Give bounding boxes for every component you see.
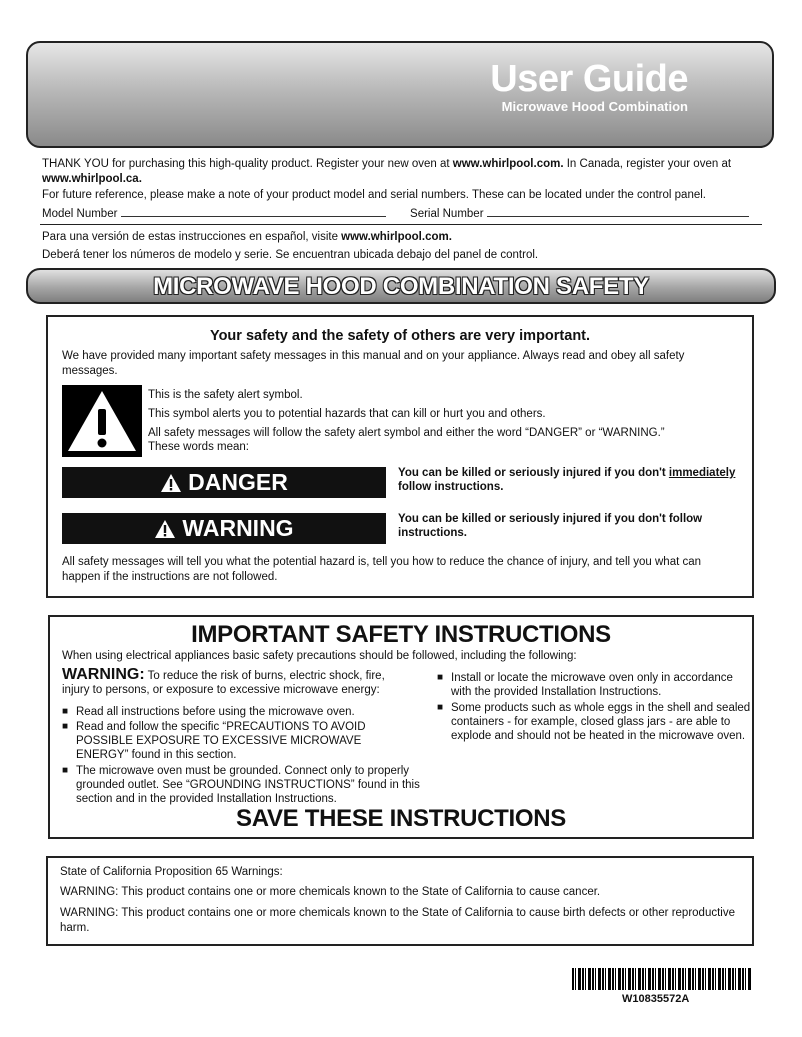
instruction-item-5: ■ Some products such as whole eggs in the shell and sealed containers - for example, closed glass jars - are able to explode and should not be heated in the microwave oven. (437, 701, 751, 743)
reference-text: For future reference, please make a note of your product model and serial numbers. These can be located under the control panel. (42, 189, 706, 201)
prop65-warning-2: WARNING: This product contains one or more chemicals known to the State of California to cause birth defects or other reproductive harm. (60, 907, 735, 934)
section-heading-bar (26, 268, 776, 304)
instructions-title: IMPORTANT SAFETY INSTRUCTIONS (191, 621, 611, 648)
section-heading: MICROWAVE HOOD COMBINATION SAFETY (153, 273, 649, 300)
part-number: W10835572A (622, 993, 690, 1005)
spanish-text: Para una versión de estas instrucciones en español, visite www.whirlpool.com. (42, 231, 452, 243)
whirlpool-ca-link[interactable]: www.whirlpool.ca. (42, 173, 142, 185)
safety-footer-text: All safety messages will tell you what the potential hazard is, tell you how to reduce the chance of injury, and tell you what can happen if the instructions are not followed. (62, 556, 702, 583)
instructions-lead: When using electrical appliances basic safety precautions should be followed, including the following: (62, 650, 577, 662)
danger-text: You can be killed or seriously injured if you don't immediately follow instructions. (398, 467, 736, 493)
alert-line-2: This symbol alerts you to potential hazards that can kill or hurt you and others. (148, 408, 546, 420)
warning-signal-bar (62, 513, 386, 544)
alert-line-1: This is the safety alert symbol. (148, 389, 303, 401)
whirlpool-us-link[interactable]: www.whirlpool.com. (452, 158, 564, 170)
danger-alert-icon (160, 473, 182, 493)
instruction-item-1: ■ Read all instructions before using the microwave oven. (62, 705, 431, 719)
model-number-label: Model Number (42, 208, 118, 220)
save-instructions-heading: SAVE THESE INSTRUCTIONS (235, 805, 567, 832)
instruction-item-4: ■ Install or locate the microwave oven only in accordance with the provided Installation Instructions. (437, 671, 751, 699)
prop65-heading: State of California Proposition 65 Warnings: (60, 866, 283, 878)
serial-number-field[interactable] (487, 206, 749, 217)
danger-signal-bar (62, 467, 386, 498)
warning-alert-icon (154, 519, 176, 539)
model-serial-line (42, 206, 762, 222)
instruction-item-2: ■ Read and follow the specific “PRECAUTIONS TO AVOID POSSIBLE EXPOSURE TO EXCESSIVE MICROWAVE ENERGY” found in this section. (62, 720, 406, 762)
warning-text: You can be killed or seriously injured if you don't follow instructions. (398, 513, 703, 539)
barcode (572, 968, 752, 990)
safety-alert-icon (62, 385, 142, 457)
prop65-warning-1: WARNING: This product contains one or more chemicals known to the State of California to cause cancer. (60, 886, 601, 898)
whirlpool-es-link[interactable]: www.whirlpool.com. (341, 231, 452, 243)
thank-you-text: THANK YOU for purchasing this high-quality product. Register your new oven at www.whirlpool.com. In Canada, register your oven at www.whirlpool.ca. (42, 158, 732, 185)
alert-line-4: These words mean: (148, 441, 249, 453)
document-title: User Guide (490, 58, 688, 100)
serial-number-label: Serial Number (410, 208, 484, 220)
warning-word: WARNING: (62, 666, 145, 683)
safety-intro: We have provided many important safety messages in this manual and on your appliance. Always read and obey all safety messages. (62, 350, 685, 377)
model-number-field[interactable] (121, 206, 386, 217)
instructions-warning: WARNING: To reduce the risk of burns, electric shock, fire, injury to persons, or exposure to excessive microwave energy: (62, 666, 385, 696)
warning-label: WARNING (182, 515, 294, 541)
instruction-item-3: ■ The microwave oven must be grounded. Connect only to properly grounded outlet. See “GROUNDING INSTRUCTIONS” found in this section and in the provided Installation Instructions. (62, 764, 431, 806)
document-subtitle: Microwave Hood Combination (501, 99, 688, 114)
safety-heading: Your safety and the safety of others are very important. (209, 328, 591, 344)
divider (40, 224, 762, 225)
alert-line-3: All safety messages will follow the safety alert symbol and either the word “DANGER” or “WARNING.” (148, 427, 665, 439)
danger-label: DANGER (188, 469, 288, 495)
spanish-note: Deberá tener los números de modelo y serie. Se encuentran ubicada debajo del panel de control. (42, 249, 539, 261)
